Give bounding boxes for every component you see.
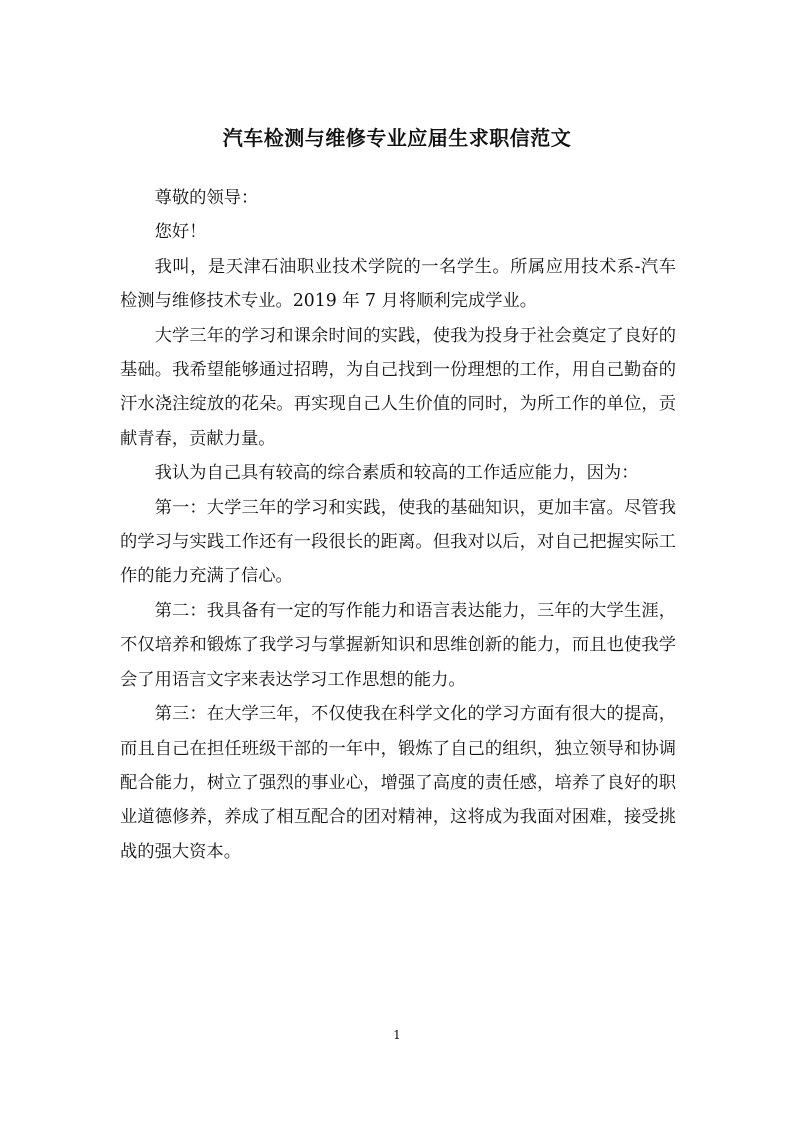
paragraph-point-three: 第三：在大学三年，不仅使我在科学文化的学习方面有很大的提高，而且自己在担任班级干部的一年中，锻炼了自己的组织，独立领导和协调配合能力，树立了强烈的事业心，增强了高度的责任感，培养了良好的职业道德修养，养成了相互配合的团对精神，这将成为我面对困难，接受挑战的强大资本。 [120,704,676,862]
paragraph-qualification-lead: 我认为自己具有较高的综合素质和较高的工作适应能力，因为： [154,463,639,484]
letter-body [120,181,676,869]
paragraph-point-one: 第一：大学三年的学习和实践，使我的基础知识，更加丰富。尽管我的学习与实践工作还有一段很长的距离。但我对以后，对自己把握实际工作的能力充满了信心。 [120,497,676,587]
paragraph-introduction: 我叫，是天津石油职业技术学院的一名学生。所属应用技术系-汽车检测与维修技术专业。2019 年 7 月将顺利完成学业。 [120,256,676,312]
paragraph-motivation: 大学三年的学习和课余时间的实践，使我为投身于社会奠定了良好的基础。我希望能够通过招聘，为自己找到一份理想的工作，用自己勤奋的汗水浇注绽放的花朵。再实现自己人生价值的同时，为所工作的单位，贡献青春，贡献力量。 [120,325,676,449]
document-title: 汽车检测与维修专业应届生求职信范文 [222,126,572,150]
greeting: 您好！ [154,222,207,243]
page-number: 1 [393,1028,401,1042]
salutation: 尊敬的领导： [154,188,259,208]
paragraph-point-two: 第二：我具备有一定的写作能力和语言表达能力，三年的大学生涯，不仅培养和锻炼了我学习与掌握新知识和思维创新的能力，而且也使我学会了用语言文字来表达学习工作思想的能力。 [120,600,676,690]
